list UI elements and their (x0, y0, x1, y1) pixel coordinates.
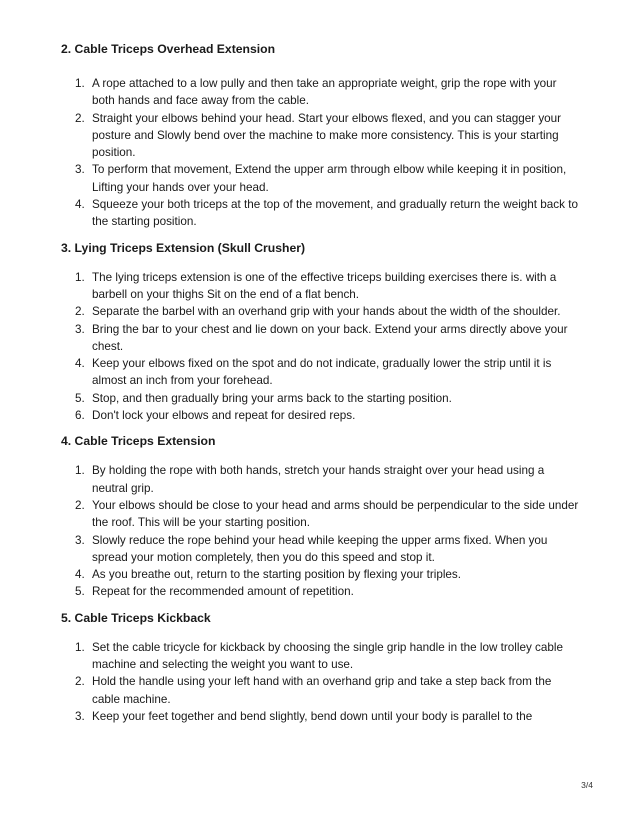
list-item-text: The lying triceps extension is one of the effective triceps building exercises there is. with a barbell on your thighs Sit on the end of a flat bench. (92, 270, 557, 301)
page-number: 3/4 (581, 780, 593, 790)
list-item (61, 355, 581, 390)
list-number: 4. (75, 568, 85, 582)
list-item (61, 639, 581, 674)
list-number: 1. (75, 464, 85, 478)
section-lying-triceps-extension (61, 240, 581, 425)
list-number: 4. (75, 357, 85, 371)
list-item (61, 497, 581, 532)
list-number: 3. (75, 709, 85, 723)
list-item-text: Set the cable tricycle for kickback by choosing the single grip handle in the low trolley cable machine and selecting the weight you want to use. (92, 640, 563, 672)
list-item-text: To perform that movement, Extend the upper arm through elbow while keeping it in position, Lifting your hands over your head. (92, 163, 567, 194)
list-item (61, 407, 581, 424)
list-item (61, 75, 581, 110)
list-item-text: A rope attached to a low pully and then take an appropriate weight, grip the rope with your both hands and face away from the cable. (92, 77, 557, 108)
numbered-list (61, 269, 581, 425)
numbered-list (61, 462, 581, 600)
section-heading: 2. Cable Triceps Overhead Extension (61, 42, 276, 56)
list-item-text: Separate the barbel with an overhand grip with your hands about the width of the shoulder. (92, 305, 561, 319)
list-item (61, 566, 581, 583)
list-item (61, 110, 581, 162)
list-item (61, 583, 581, 600)
list-item-text: Slowly reduce the rope behind your head while keeping the upper arms fixed. When you spread your motion completely, then you do this speed and stop it. (92, 533, 548, 564)
list-number: 1. (75, 270, 85, 284)
list-item-text: Keep your elbows fixed on the spot and do not indicate, gradually lower the strip until it is almost an inch from your forehead. (92, 357, 552, 388)
list-item-text: By holding the rope with both hands, stretch your hands straight over your head using a neutral grip. (92, 464, 545, 495)
list-number: 3. (75, 322, 85, 336)
list-item (61, 673, 581, 708)
list-number: 4. (75, 198, 85, 212)
list-item-text: Keep your feet together and bend slightly, bend down until your body is parallel to the (92, 709, 533, 723)
list-number: 2. (75, 305, 85, 319)
list-item-text: Bring the bar to your chest and lie down on your back. Extend your arms directly above your chest. (92, 322, 568, 353)
section-heading: 4. Cable Triceps Extension (61, 434, 216, 449)
numbered-list (61, 75, 581, 231)
list-item-text: Don't lock your elbows and repeat for desired reps. (92, 409, 356, 423)
list-number: 3. (75, 533, 85, 547)
list-number: 5. (75, 391, 85, 405)
list-item (61, 196, 581, 231)
list-item-text: Your elbows should be close to your head and arms should be perpendicular to the side under the roof. This will be your starting position. (92, 498, 579, 530)
list-item (61, 269, 581, 304)
list-item (61, 303, 581, 320)
list-item (61, 321, 581, 356)
section-heading: 3. Lying Triceps Extension (Skull Crusher) (61, 240, 306, 255)
section-cable-triceps-overhead-extension (61, 41, 581, 231)
list-number: 5. (75, 585, 85, 599)
section-cable-triceps-kickback (61, 610, 581, 725)
list-item (61, 532, 581, 567)
list-number: 3. (75, 163, 85, 177)
numbered-list (61, 639, 581, 725)
list-item-text: Hold the handle using your left hand with an overhand grip and take a step back from the cable machine. (92, 675, 552, 706)
list-item (61, 390, 581, 407)
list-item-text: Stop, and then gradually bring your arms back to the starting position. (92, 391, 452, 405)
list-number: 1. (75, 77, 85, 90)
document-content (61, 41, 581, 725)
list-item-text: Straight your elbows behind your head. Start your elbows flexed, and you can stagger your posture and Slowly bend over the machine to make more consistency. This is your starting position. (92, 111, 562, 160)
list-number: 1. (75, 640, 85, 654)
list-number: 2. (75, 111, 85, 125)
list-item-text: Repeat for the recommended amount of repetition. (92, 585, 354, 599)
section-heading: 5. Cable Triceps Kickback (61, 610, 211, 625)
section-cable-triceps-extension (61, 433, 581, 600)
list-number: 2. (75, 675, 85, 689)
list-item (61, 708, 581, 725)
list-item (61, 161, 581, 196)
list-item (61, 462, 581, 497)
list-number: 2. (75, 498, 85, 512)
list-item-text: As you breathe out, return to the starting position by flexing your triples. (92, 568, 462, 582)
list-item-text: Squeeze your both triceps at the top of the movement, and gradually return the weight back to the starting position. (92, 198, 578, 229)
list-number: 6. (75, 409, 85, 423)
